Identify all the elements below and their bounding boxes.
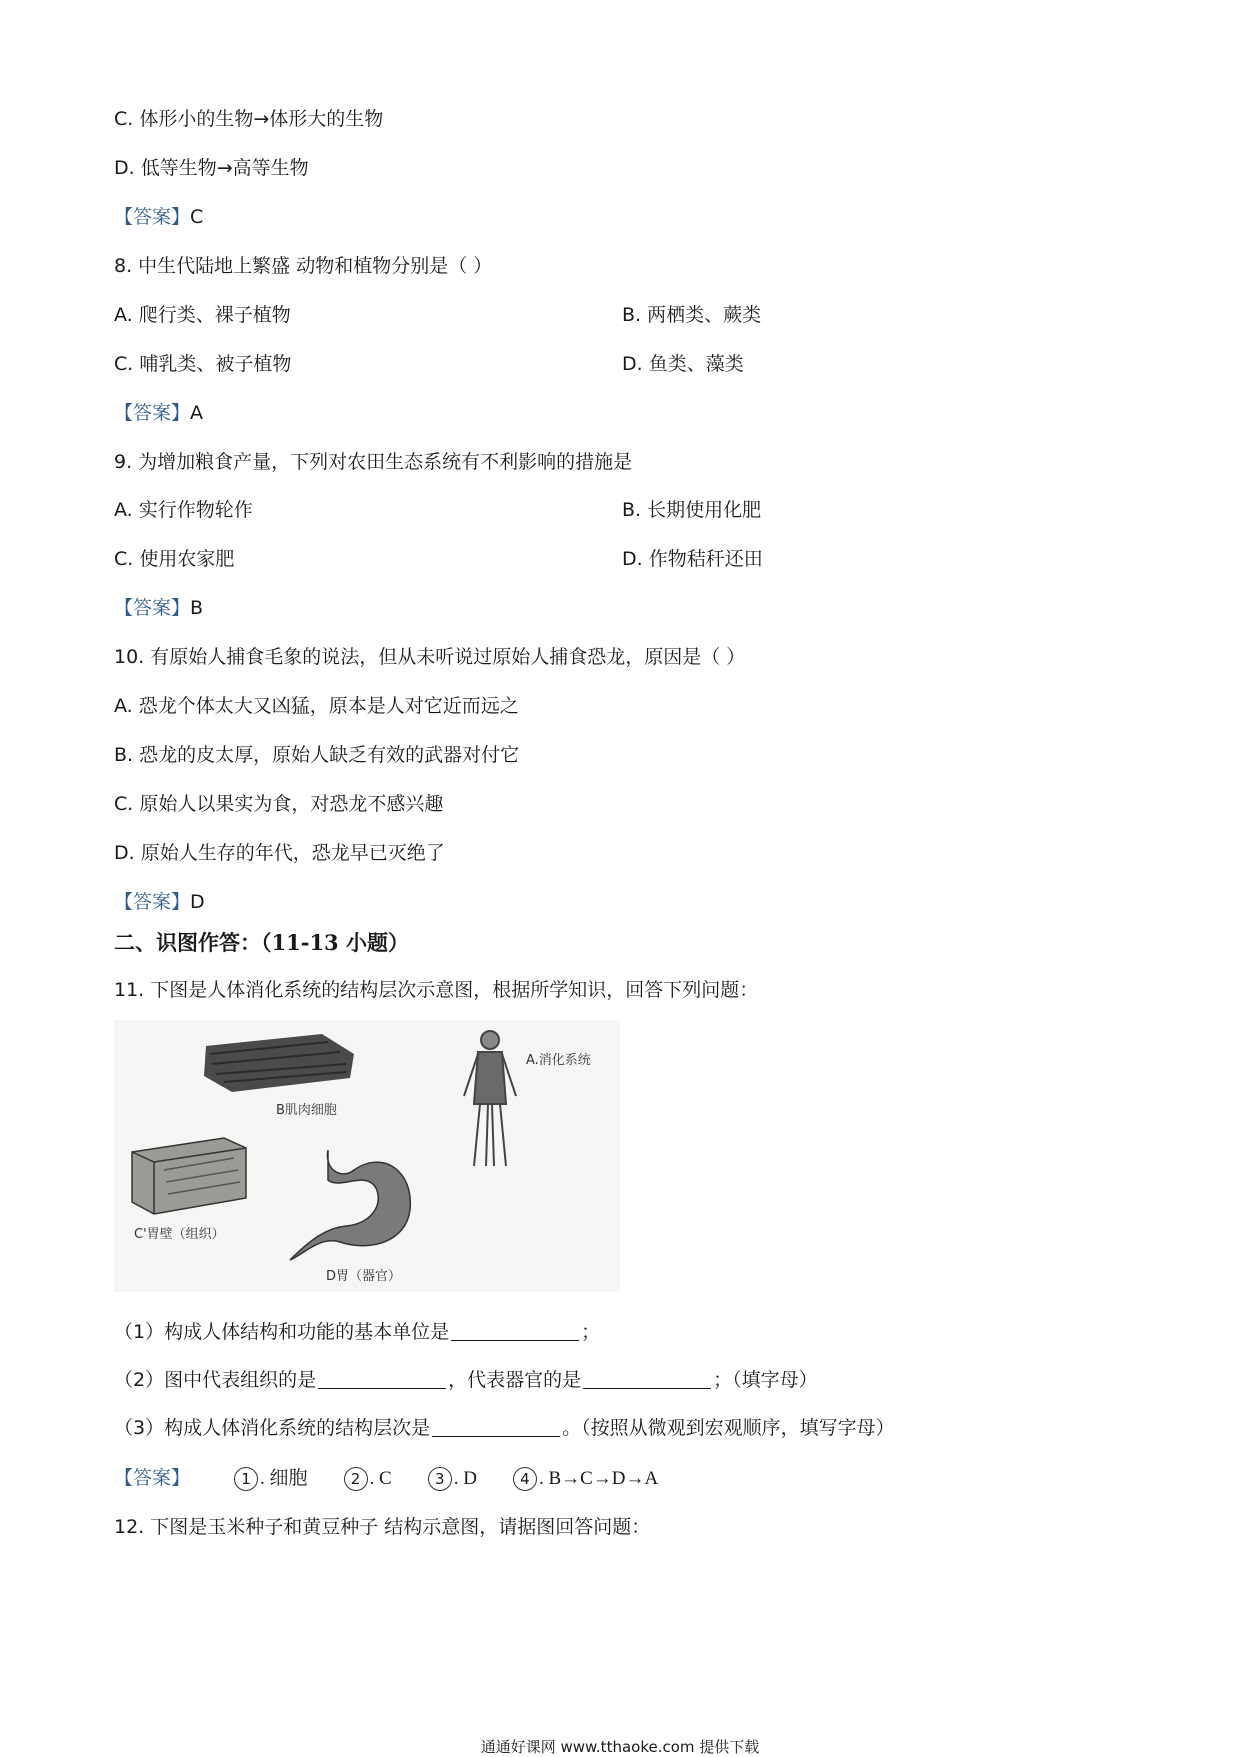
answer-tag: 【答案】 [114, 891, 191, 913]
answer-value: . D [453, 1468, 477, 1489]
answer-value: A [190, 402, 204, 424]
sub1-suffix: ； [581, 1321, 601, 1343]
label-a: A.消化系统 [526, 1053, 591, 1068]
label-c: C'胃壁（组织） [134, 1227, 225, 1242]
q9-option-a: A. 实行作物轮作 [114, 499, 253, 521]
q10-option-a: A. 恐龙个体太大又凶猛，原本是人对它近而远之 [114, 695, 519, 717]
q7-option-c: C. 体形小的生物→体形大的生物 [114, 108, 384, 130]
q8-option-b: B. 两栖类、蕨类 [622, 304, 762, 326]
sub3-suffix: 。（按照从微观到宏观顺序，填写字母） [562, 1417, 895, 1439]
q8-option-c: C. 哺乳类、被子植物 [114, 353, 292, 375]
answer-value: . 细胞 [260, 1468, 308, 1489]
circled-number: 2 [344, 1467, 368, 1491]
label-d: D胃（器官） [326, 1269, 402, 1284]
answer-blank[interactable] [583, 1368, 711, 1389]
answer-value: C [190, 206, 204, 228]
answer-blank[interactable] [451, 1320, 579, 1341]
answer-tag: 【答案】 [114, 597, 191, 619]
q8-option-d: D. 鱼类、藻类 [622, 353, 744, 375]
answer-tag: 【答案】 [114, 1467, 191, 1489]
q9-option-c: C. 使用农家肥 [114, 548, 235, 570]
sub2-prefix: （2）图中代表组织的是 [114, 1369, 317, 1391]
q12-stem: 12. 下图是玉米种子和黄豆种子 结构示意图，请据图回答问题： [114, 1516, 651, 1538]
q8-option-a: A. 爬行类、裸子植物 [114, 304, 291, 326]
sub3-prefix: （3）构成人体消化系统的结构层次是 [114, 1417, 431, 1439]
q7-option-d: D. 低等生物→高等生物 [114, 157, 309, 179]
answer-value: . C [369, 1468, 392, 1489]
q9-answer [114, 595, 203, 621]
answer-blank[interactable] [432, 1416, 560, 1437]
q11-answer [114, 1465, 658, 1492]
q10-option-d: D. 原始人生存的年代，恐龙早已灭绝了 [114, 842, 445, 864]
circled-number: 1 [234, 1467, 258, 1491]
sub2-suffix: ；（填字母） [713, 1369, 818, 1391]
q11-stem: 11. 下图是人体消化系统的结构层次示意图，根据所学知识，回答下列问题： [114, 979, 759, 1001]
q9-stem: 9. 为增加粮食产量，下列对农田生态系统有不利影响的措施是 [114, 451, 633, 473]
q10-option-c: C. 原始人以果实为食，对恐龙不感兴趣 [114, 793, 444, 815]
q10-answer [114, 889, 205, 915]
q7-answer [114, 204, 203, 230]
q10-option-b: B. 恐龙的皮太厚，原始人缺乏有效的武器对付它 [114, 744, 520, 766]
q11-sub2 [114, 1367, 818, 1393]
answer-blank[interactable] [318, 1368, 446, 1389]
page-footer: 通通好课网 www.tthaoke.com 提供下载 [480, 1738, 760, 1756]
circled-number: 4 [513, 1467, 537, 1491]
circled-number: 3 [428, 1467, 452, 1491]
q9-option-b: B. 长期使用化肥 [622, 499, 762, 521]
q11-sub3 [114, 1415, 895, 1441]
answer-tag: 【答案】 [114, 206, 191, 228]
section-title: 二、识图作答：（11-13 小题） [114, 930, 409, 955]
sub1-prefix: （1）构成人体结构和功能的基本单位是 [114, 1321, 450, 1343]
q8-stem: 8. 中生代陆地上繁盛 动物和植物分别是（ ） [114, 255, 493, 277]
answer-value: B [190, 597, 204, 619]
label-b: B肌肉细胞 [276, 1103, 337, 1118]
q8-answer [114, 400, 203, 426]
figure-drawing [114, 1020, 620, 1292]
digestive-system-figure [114, 1020, 620, 1292]
answer-value: D [190, 891, 205, 913]
q9-option-d: D. 作物秸秆还田 [622, 548, 763, 570]
q10-stem: 10. 有原始人捕食毛象的说法，但从未听说过原始人捕食恐龙，原因是（ ） [114, 646, 746, 668]
q11-sub1 [114, 1319, 600, 1345]
answer-tag: 【答案】 [114, 402, 191, 424]
sub2-middle: ，代表器官的是 [448, 1369, 582, 1391]
answer-value: . B→C→D→A [538, 1468, 659, 1489]
